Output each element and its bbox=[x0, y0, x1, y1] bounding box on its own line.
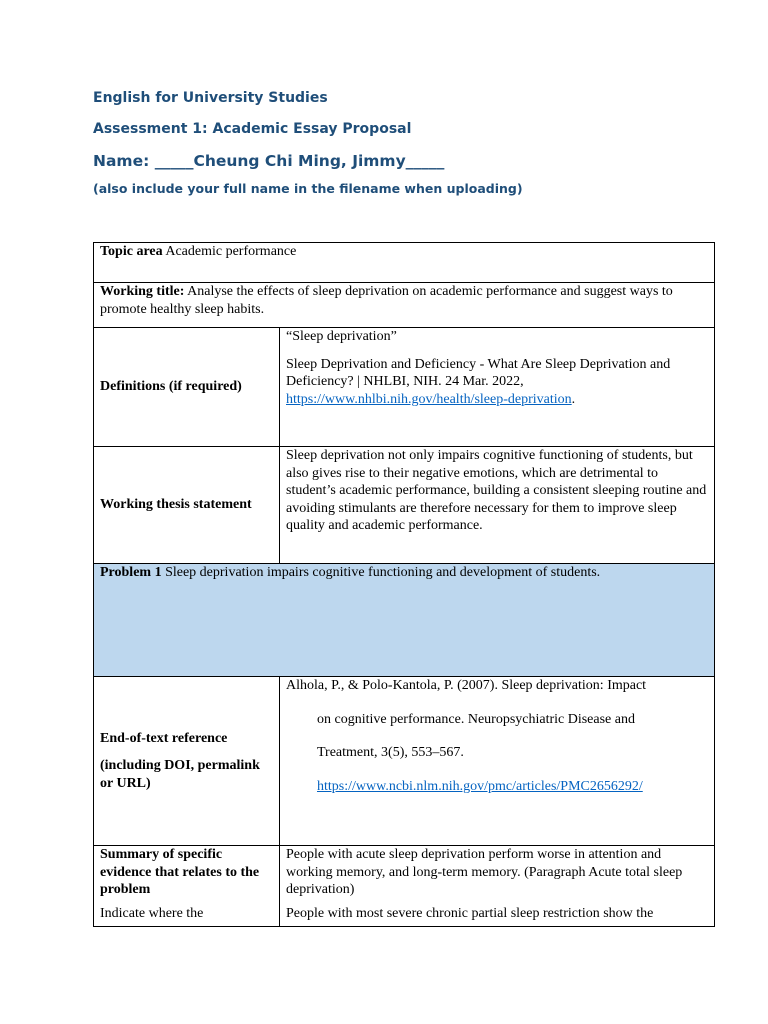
student-name: Name: _____Cheung Chi Ming, Jimmy_____ bbox=[93, 152, 445, 170]
problem-1-text: Sleep deprivation impairs cognitive functioning and development of students. bbox=[161, 565, 601, 580]
topic-cell bbox=[94, 243, 715, 283]
problem-1-label: Problem 1 bbox=[100, 565, 162, 580]
definitions-label-cell bbox=[94, 328, 280, 447]
document-header bbox=[93, 86, 523, 200]
definitions-content-cell bbox=[280, 328, 715, 447]
working-title-label: Working title: bbox=[100, 284, 185, 299]
table-row-working-title bbox=[94, 283, 715, 328]
summary-label-cell bbox=[94, 846, 280, 927]
definition-source-text: Sleep Deprivation and Deficiency - What Are Sleep Deprivation and Deficiency? | NHLBI, NIH. 24 Mar. 2022, bbox=[286, 356, 671, 389]
definition-source-link[interactable]: https://www.nhlbi.nih.gov/health/sleep-deprivation bbox=[286, 391, 572, 407]
table-row-summary bbox=[94, 846, 715, 927]
summary-label-secondary: Indicate where the bbox=[100, 905, 204, 921]
reference-line-2: on cognitive performance. Neuropsychiatric Disease and bbox=[317, 711, 635, 727]
reference-label-primary: End-of-text reference bbox=[100, 730, 228, 746]
table-row-thesis bbox=[94, 447, 715, 564]
proposal-table bbox=[93, 242, 715, 927]
reference-label-secondary-text: (including DOI, permalink or URL) bbox=[100, 758, 260, 791]
reference-line-1: Alhola, P., & Polo-Kantola, P. (2007). Sleep deprivation: Impact bbox=[286, 678, 647, 693]
reference-link-line bbox=[286, 778, 708, 796]
thesis-content-cell bbox=[280, 447, 715, 564]
topic-value: Academic performance bbox=[162, 244, 297, 259]
thesis-label-cell bbox=[94, 447, 280, 564]
assessment-title: Assessment 1: Academic Essay Proposal bbox=[93, 121, 412, 137]
reference-content-cell bbox=[280, 677, 715, 846]
table-row-reference bbox=[94, 677, 715, 846]
reference-line-3: Treatment, 3(5), 553–567. bbox=[317, 745, 464, 760]
definition-source bbox=[286, 356, 708, 409]
thesis-label: Working thesis statement bbox=[100, 497, 252, 513]
working-title-value: Analyse the effects of sleep deprivation on academic performance and suggest ways to promote healthy sleep habits. bbox=[100, 284, 673, 317]
reference-label-cell bbox=[94, 677, 280, 846]
summary-label-text: Summary of specific evidence that relates to the problem bbox=[100, 847, 260, 897]
table-row-problem-1 bbox=[94, 564, 715, 677]
summary-label bbox=[100, 846, 273, 899]
table-row-definitions bbox=[94, 328, 715, 447]
summary-evidence-2: People with most severe chronic partial sleep restriction show the bbox=[286, 905, 654, 921]
reference-label-secondary bbox=[100, 757, 273, 792]
table-row-topic bbox=[94, 243, 715, 283]
definition-trailing-period: . bbox=[571, 391, 576, 407]
course-title: English for University Studies bbox=[93, 90, 328, 106]
summary-evidence-1: People with acute sleep deprivation perform worse in attention and working memory, and long-term memory. (Paragraph Acute total sleep deprivation) bbox=[286, 847, 683, 897]
reference-link[interactable]: https://www.ncbi.nlm.nih.gov/pmc/articles/PMC2656292/ bbox=[317, 778, 643, 794]
filename-note: (also include your full name in the filename when uploading) bbox=[93, 181, 523, 196]
summary-content-cell bbox=[280, 846, 715, 927]
topic-label: Topic area bbox=[100, 244, 163, 259]
working-title-cell bbox=[94, 283, 715, 328]
reference-label bbox=[100, 730, 273, 748]
definition-term: “Sleep deprivation” bbox=[286, 329, 397, 344]
thesis-statement: Sleep deprivation not only impairs cognitive functioning of students, but also gives rise to their negative emotions, which are detrimental to student’s academic performance, building a consistent sleeping routine and avoiding stimulants are therefore necessary for them to improve sleep quality and academic performance. bbox=[286, 448, 707, 533]
problem-1-cell bbox=[94, 564, 715, 677]
definitions-label: Definitions (if required) bbox=[100, 379, 242, 395]
